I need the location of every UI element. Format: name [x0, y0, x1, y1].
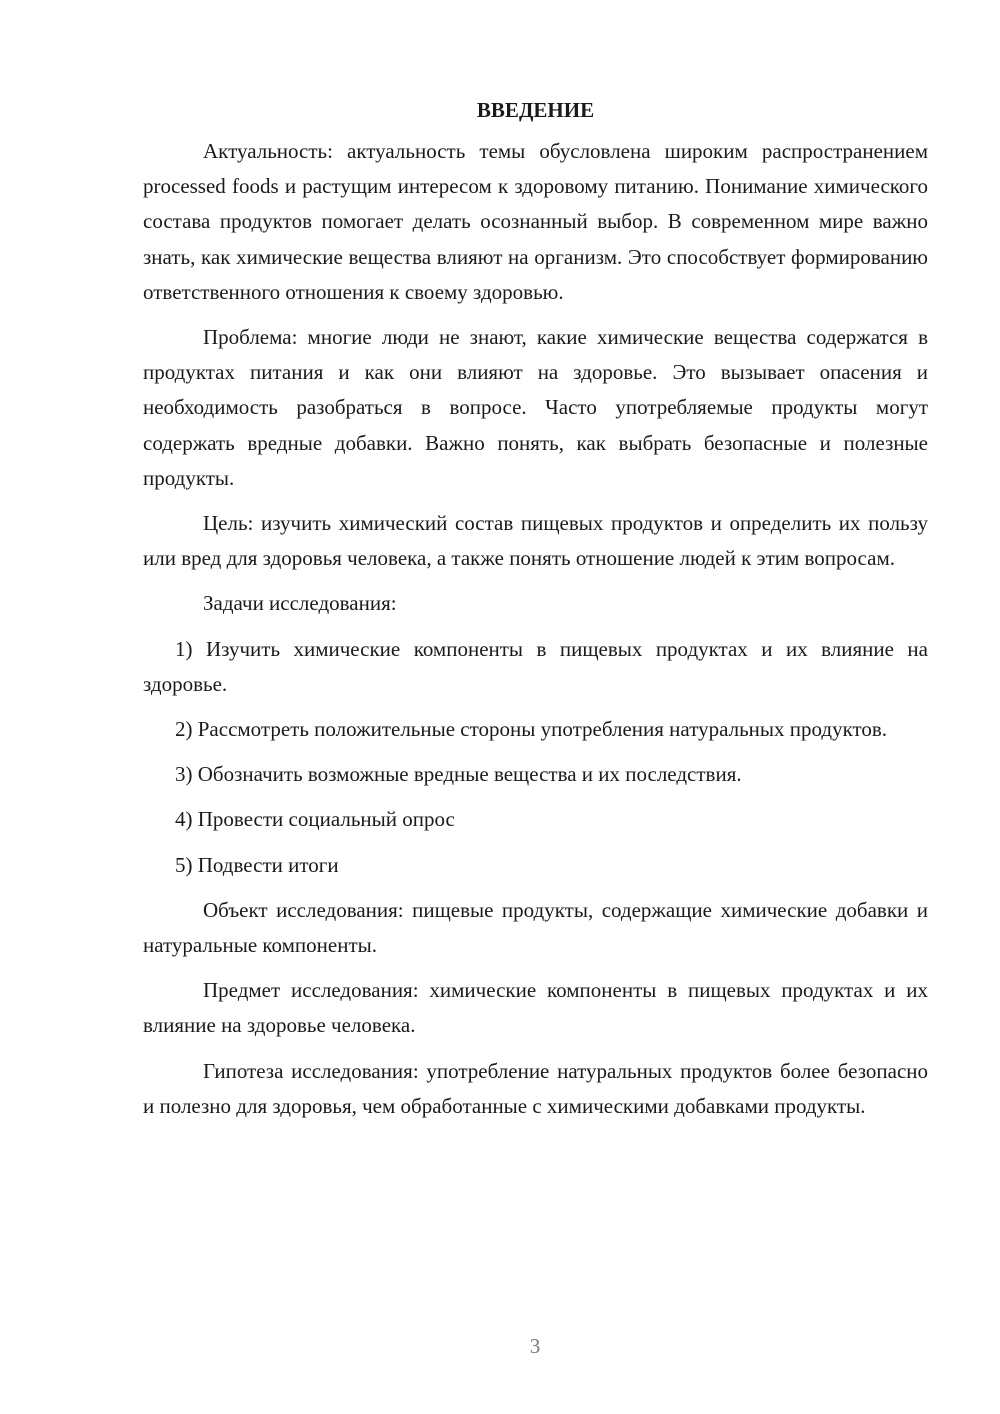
paragraph-subject: Предмет исследования: химические компоненты в пищевых продуктах и их влияние на здоровье человека. [143, 978, 928, 1038]
paragraph-relevance: Актуальность: актуальность темы обусловлена широким распространением processed foods и растущим интересом к здоровому питанию. Понимание химического состава продуктов помогает делать осознанный выбор. В современном мире важно знать, как химические вещества влияют на организм. Это способствует формированию ответственного отношения к своему здоровью. [143, 139, 928, 304]
paragraph-object: Объект исследования: пищевые продукты, содержащие химические добавки и натуральные компоненты. [143, 897, 928, 958]
task-item-2: 2) Рассмотреть положительные стороны употребления натуральных продуктов. [175, 717, 888, 742]
page-number: 3 [529, 1334, 541, 1358]
task-item-4: 4) Провести социальный опрос [175, 807, 455, 832]
task-item-1: 1) Изучить химические компоненты в пищевых продуктах и их влияние на здоровье. [143, 636, 928, 696]
paragraph-problem: Проблема: многие люди не знают, какие химические вещества содержатся в продуктах питания и как они влияют на здоровье. Это вызывает опасения и необходимость разобраться в вопросе. Часто употребляемые продукты могут содержать вредные добавки. Важно понять, как выбрать безопасные и полезные продукты. [143, 325, 928, 490]
page-title: ВВЕДЕНИЕ [476, 98, 595, 122]
task-item-5: 5) Подвести итоги [175, 852, 339, 877]
tasks-list [143, 632, 928, 883]
tasks-heading: Задачи исследования: [203, 591, 397, 616]
task-item-3: 3) Обозначить возможные вредные вещества и их последствия. [175, 762, 742, 787]
paragraph-hypothesis: Гипотеза исследования: употребление натуральных продуктов более безопасно и полезно для здоровья, чем обработанные с химическими добавками продукты. [143, 1058, 928, 1118]
page-content [143, 96, 928, 1134]
paragraph-goal: Цель: изучить химический состав пищевых продуктов и определить их пользу или вред для здоровья человека, а также понять отношение людей к этим вопросам. [143, 511, 928, 571]
